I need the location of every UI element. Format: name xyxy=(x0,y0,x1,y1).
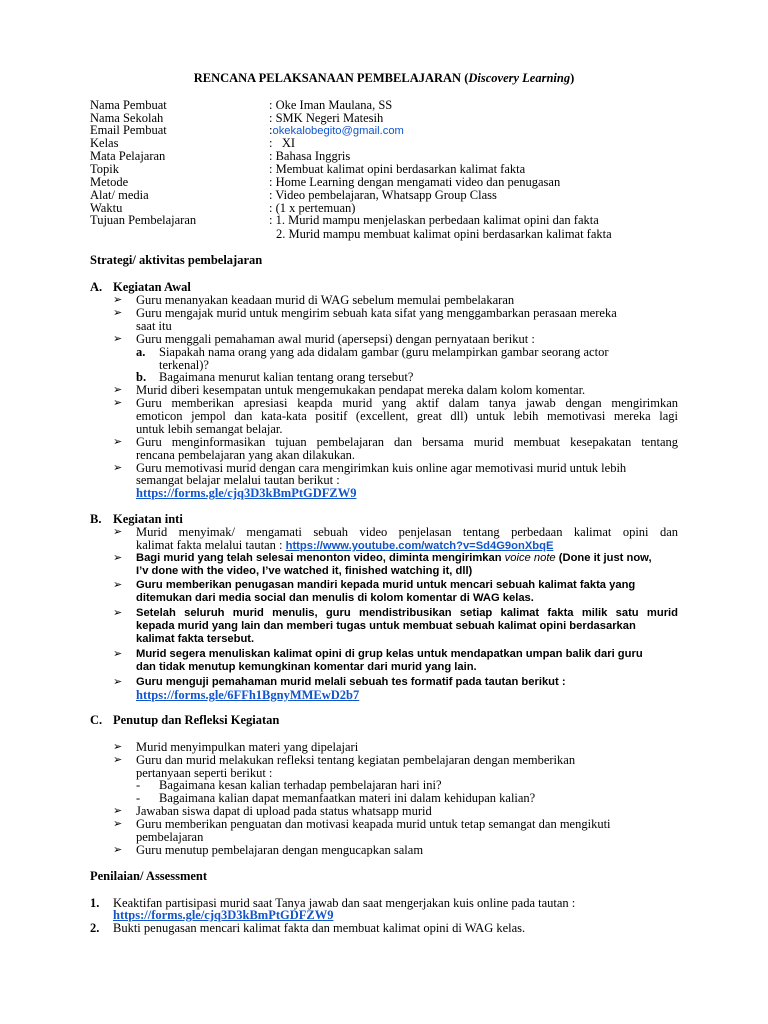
bullet-arrow-icon: ➢ xyxy=(113,307,123,319)
field-label-topik: Topik xyxy=(90,162,119,176)
list-item: Setelah seluruh murid menulis, guru mendistribusikan setiap kalimat fakta milik satu murid xyxy=(136,607,678,619)
bullet-arrow-icon: ➢ xyxy=(113,294,123,306)
bullet-arrow-icon: ➢ xyxy=(113,397,123,409)
field-value-mapel: : Bahasa Inggris xyxy=(269,149,351,163)
bullet-arrow-icon: ➢ xyxy=(113,818,123,830)
list-item-cont: pembelajaran xyxy=(136,830,204,844)
list-item: Murid menyimpulkan materi yang dipelajari xyxy=(136,740,359,754)
bullet-arrow-icon: ➢ xyxy=(113,648,123,660)
field-value-nama-pembuat: : Oke Iman Maulana, SS xyxy=(269,98,393,112)
email-link[interactable]: okekalobegito@gmail.com xyxy=(272,125,404,137)
section-a-title: Kegiatan Awal xyxy=(113,280,191,294)
list-item: Bagi murid yang telah selesai menonton video, diminta mengirimkan voice note (Done it just now, xyxy=(136,552,652,564)
list-item: Guru menguji pemahaman murid melali sebuah tes formatif pada tautan berikut : xyxy=(136,676,566,688)
list-item: Guru menutup pembelajaran dengan mengucapkan salam xyxy=(136,843,424,857)
section-c-title: Penutup dan Refleksi Kegiatan xyxy=(113,713,280,727)
bullet-arrow-icon: ➢ xyxy=(113,436,123,448)
list-item-cont: saat itu xyxy=(136,319,172,333)
list-item-cont: I’v done with the video, I’ve watched it, finished watching it, dll) xyxy=(136,565,473,577)
penilaian-heading: Penilaian/ Assessment xyxy=(90,869,208,883)
bullet-arrow-icon: ➢ xyxy=(113,844,123,856)
list-item-cont: dan tidak menutup kemungkinan komentar dari murid yang lain. xyxy=(136,661,477,673)
youtube-link[interactable]: https://www.youtube.com/watch?v=Sd4G9onXbqE xyxy=(285,540,554,552)
list-item: Murid diberi kesempatan untuk mengemukakan pendapat mereka dalam kolom komentar. xyxy=(136,383,586,397)
section-c-letter: C. xyxy=(90,713,103,727)
list-item-cont: ditemukan dari media social dan menulis di kolom komentar di WAG kelas. xyxy=(136,592,534,604)
field-label-nama-pembuat: Nama Pembuat xyxy=(90,98,167,112)
list-item: Guru memberikan apresiasi keapda murid yang aktif dalam tanya jawab dengan mengirimkan xyxy=(136,396,678,410)
field-value-waktu: : (1 x pertemuan) xyxy=(269,201,356,215)
sub-item: Bagaimana menurut kalian tentang orang tersebut? xyxy=(159,370,414,384)
field-value-metode: : Home Learning dengan mengamati video dan penugasan xyxy=(269,175,561,189)
list-item-cont: kepada murid yang lain dan memberi tugas untuk membuat sebuah kalimat opini berdasarkan xyxy=(136,620,636,632)
field-value-email: :okekalobegito@gmail.com xyxy=(269,123,404,137)
bullet-arrow-icon: ➢ xyxy=(113,805,123,817)
bullet-arrow-icon: ➢ xyxy=(113,552,123,564)
field-value-nama-sekolah: : SMK Negeri Matesih xyxy=(269,111,384,125)
list-item-cont: rencana pembelajaran yang akan dilakukan. xyxy=(136,448,355,462)
list-item: Guru menggali pemahaman awal murid (apersepsi) dengan pernyataan berikut : xyxy=(136,332,535,346)
sub-letter-b: b. xyxy=(136,370,147,384)
penilaian-number-2: 2. xyxy=(90,921,100,935)
sub-item: Bagaimana kalian dapat memanfaatkan materi ini dalam kehidupan kalian? xyxy=(159,791,536,805)
formative-test-link[interactable]: https://forms.gle/6FFh1BgnyMMEwD2b7 xyxy=(136,688,360,702)
field-label-nama-sekolah: Nama Sekolah xyxy=(90,111,164,125)
list-item: Guru mengajak murid untuk mengirim sebuah kata sifat yang menggambarkan perasaan mereka xyxy=(136,306,617,320)
list-item-cont: semangat belajar melalui tautan berikut : xyxy=(136,473,340,487)
sub-item: Siapakah nama orang yang ada didalam gambar (guru melampirkan gambar seorang actor xyxy=(159,345,609,359)
quiz-link[interactable]: https://forms.gle/cjq3D3kBmPtGDFZW9 xyxy=(136,486,357,500)
list-item: Guru memberikan penguatan dan motivasi keapada murid untuk tetap semangat dan mengikuti xyxy=(136,817,611,831)
penilaian-item-1: Keaktifan partisipasi murid saat Tanya jawab dan saat mengerjakan kuis online pada tautan : xyxy=(113,896,576,910)
field-label-metode: Metode xyxy=(90,175,129,189)
dash-marker: - xyxy=(136,778,141,792)
penilaian-number-1: 1. xyxy=(90,896,100,910)
sub-item-cont: terkenal)? xyxy=(159,358,209,372)
bullet-arrow-icon: ➢ xyxy=(113,462,123,474)
list-item: Murid menyimak/ mengamati sebuah video penjelasan tentang perbedaan kalimat opini dan xyxy=(136,525,678,539)
penilaian-quiz-link[interactable]: https://forms.gle/cjq3D3kBmPtGDFZW9 xyxy=(113,908,334,922)
field-value-tujuan-1: : 1. Murid mampu menjelaskan perbedaan kalimat opini dan fakta xyxy=(269,213,599,227)
list-item: Guru menginformasikan tujuan pembelajaran dan bersama murid membuat kesepakatan tentang xyxy=(136,435,678,449)
list-item-cont: emoticon jempol dan kata-kata positif (excellent, great dll) untuk lebih memotivasi mereka lagi xyxy=(136,409,678,423)
bullet-arrow-icon: ➢ xyxy=(113,741,123,753)
sub-item: Bagaimana kesan kalian terhadap pembelajaran hari ini? xyxy=(159,778,442,792)
field-label-mapel: Mata Pelajaran xyxy=(90,149,166,163)
field-label-email: Email Pembuat xyxy=(90,123,167,137)
list-item: Guru menanyakan keadaan murid di WAG sebelum memulai pembelakaran xyxy=(136,293,515,307)
field-value-kelas: : XI xyxy=(269,136,296,150)
list-item-cont: kalimat fakta tersebut. xyxy=(136,633,255,645)
list-item: Guru memotivasi murid dengan cara mengirimkan kuis online agar memotivasi murid untuk lebih xyxy=(136,461,627,475)
field-label-media: Alat/ media xyxy=(90,188,149,202)
sub-letter-a: a. xyxy=(136,345,146,359)
bullet-arrow-icon: ➢ xyxy=(113,526,123,538)
field-label-waktu: Waktu xyxy=(90,201,123,215)
list-item: Guru dan murid melakukan refleksi tentang kegiatan pembelajaran dengan memberikan xyxy=(136,753,576,767)
bullet-arrow-icon: ➢ xyxy=(113,384,123,396)
field-value-tujuan-2: 2. Murid mampu membuat kalimat opini berdasarkan kalimat fakta xyxy=(276,227,612,241)
section-b-title: Kegiatan inti xyxy=(113,512,183,526)
field-label-tujuan: Tujuan Pembelajaran xyxy=(90,213,197,227)
section-a-letter: A. xyxy=(90,280,103,294)
penilaian-item-2: Bukti penugasan mencari kalimat fakta dan membuat kalimat opini di WAG kelas. xyxy=(113,921,526,935)
bullet-arrow-icon: ➢ xyxy=(113,607,123,619)
bullet-arrow-icon: ➢ xyxy=(113,333,123,345)
list-item-cont: pertanyaan seperti berikut : xyxy=(136,766,273,780)
field-label-kelas: Kelas xyxy=(90,136,119,150)
list-item: Jawaban siswa dapat di upload pada status whatsapp murid xyxy=(136,804,432,818)
list-item: Guru memberikan penugasan mandiri kepada murid untuk mencari sebuah kalimat fakta yang xyxy=(136,579,636,591)
dash-marker: - xyxy=(136,791,141,805)
list-item: Murid segera menuliskan kalimat opini di grup kelas untuk mendapatkan umpan balik dari guru xyxy=(136,648,643,660)
page-title: RENCANA PELAKSANAAN PEMBELAJARAN (Discovery Learning) xyxy=(193,71,575,85)
strategi-heading: Strategi/ aktivitas pembelajaran xyxy=(90,253,263,267)
bullet-arrow-icon: ➢ xyxy=(113,754,123,766)
section-b-letter: B. xyxy=(90,512,102,526)
bullet-arrow-icon: ➢ xyxy=(113,676,123,688)
field-value-media: : Video pembelajaran, Whatsapp Group Class xyxy=(269,188,497,202)
list-item-cont: untuk lebih semangat belajar. xyxy=(136,422,283,436)
list-item-cont: kalimat fakta melalui tautan : https://www.youtube.com/watch?v=Sd4G9onXbqE xyxy=(136,538,554,552)
field-value-topik: : Membuat kalimat opini berdasarkan kalimat fakta xyxy=(269,162,526,176)
bullet-arrow-icon: ➢ xyxy=(113,579,123,591)
